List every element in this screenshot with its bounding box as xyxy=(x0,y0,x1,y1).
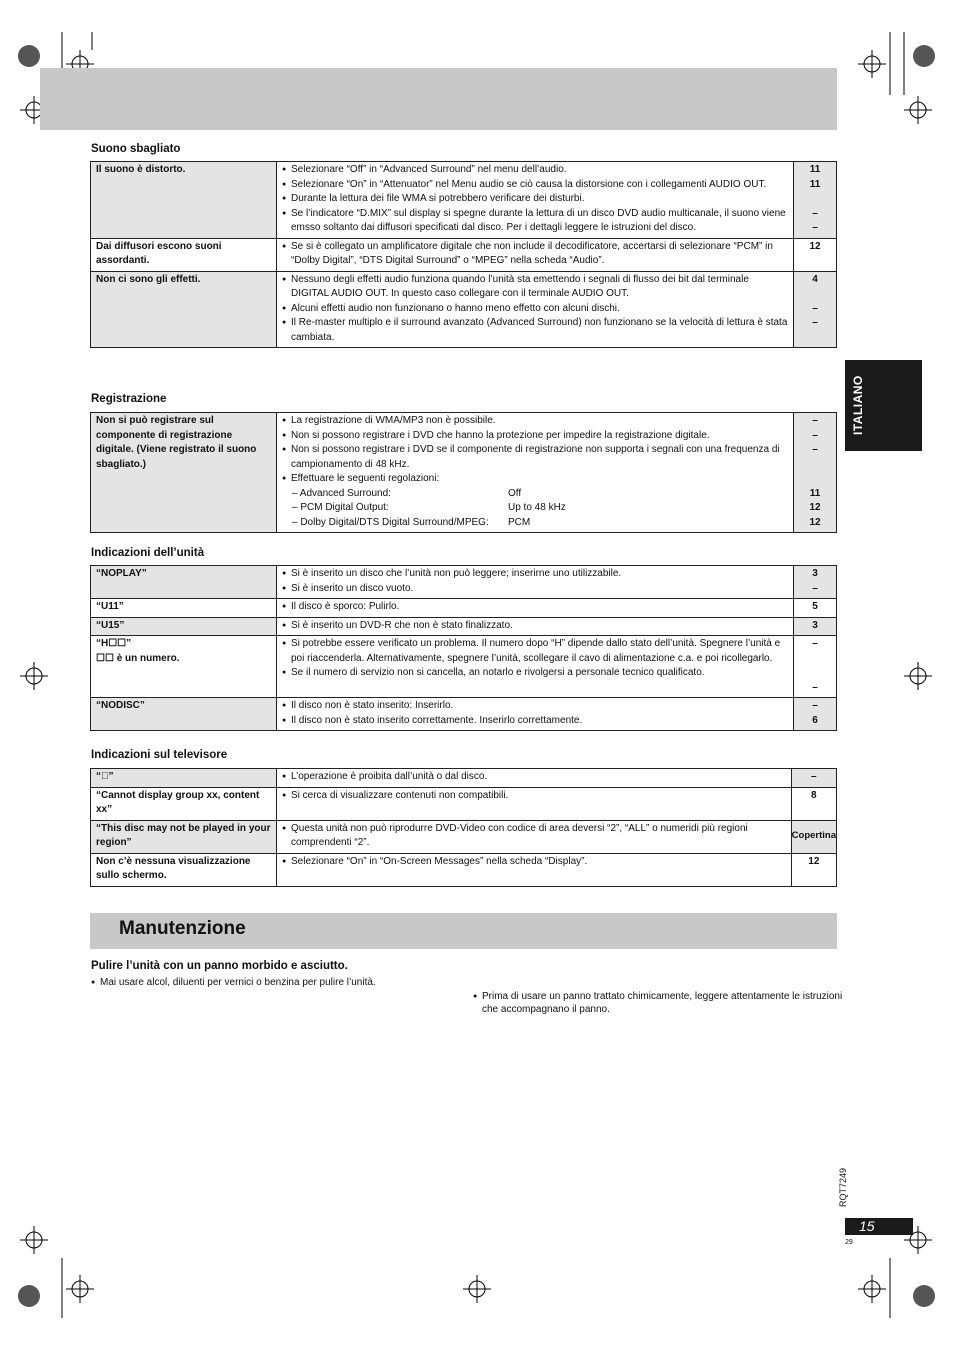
section-title-registrazione: Registrazione xyxy=(91,393,167,405)
list-item: ● Si è inserito un disco che l’unità non può leggere; inserirne uno utilizzabile. xyxy=(282,567,788,582)
row-label: Non ci sono gli effetti. xyxy=(91,271,277,348)
section-title-unita: Indicazioni dell’unità xyxy=(91,547,205,559)
list-item: ● Questa unità non può riprodurre DVD-Video con codice di area deversi “2”, “ALL” o numeridi più regioni comprendenti “2”. xyxy=(282,822,786,851)
page-ref: 3 xyxy=(812,568,818,579)
setting-name: – Advanced Surround: xyxy=(292,487,391,499)
row-label: Il suono è distorto. xyxy=(91,162,277,239)
section-title-suono: Suono sbagliato xyxy=(91,143,181,155)
row-label: “U15” xyxy=(91,617,277,636)
list-item: ● Il Re-master multiplo e il surround avanzato (Advanced Surround) non funzionano se la velocità di lettura è stata cambiata. xyxy=(282,316,788,345)
table-row xyxy=(91,271,837,348)
list-item: ● Non si possono registrare i DVD se il componente di registrazione non supporta i segnali con una frequenza di campionamento di 48 kHz. xyxy=(282,443,788,472)
page-ref: 4 xyxy=(812,273,818,285)
page-number: 15 xyxy=(859,1218,875,1234)
table-row xyxy=(91,162,837,239)
list-item: ● Nessuno degli effetti audio funziona quando l’unità sta emettendo i segnali di flusso dei bit dal terminale DIGITAL AUDIO OUT. In questo caso collegare con il terminale AUDIO OUT. xyxy=(282,273,788,302)
list-item: ● Se l’indicatore “D.MIX” sul display si spegne durante la lettura di un disco DVD audio multicanale, il suono viene emsso soltanto dai diffusori specificati dal disco. Per i dettagli leggere le istruzioni del disco. xyxy=(282,207,788,236)
list-item: ● Si è inserito un disco vuoto. xyxy=(282,582,788,597)
table-row xyxy=(91,566,837,599)
page-ref: – xyxy=(812,700,818,711)
page-ref: 12 xyxy=(808,855,820,867)
table-row xyxy=(91,238,837,271)
table-suono xyxy=(90,161,837,348)
page-ref: – xyxy=(812,317,818,328)
setting-name: – PCM Digital Output: xyxy=(292,502,389,513)
list-item: ● Se il numero di servizio non si cancella, an notarlo e rivolgersi a personale tecnico qualificato. xyxy=(282,666,788,681)
table-row xyxy=(91,820,837,853)
list-item: ● Se si è collegato un amplificatore digitale che non include il decodificatore, accertarsi di selezionare “PCM” in “Dolby Digital”, “DTS Digital Surround” o “MPEG” nella scheda “Audio”. xyxy=(282,240,788,269)
maintenance-subtitle: Pulire l’unità con un panno morbido e asciutto. xyxy=(91,960,348,972)
list-item: ● Si è inserito un DVD-R che non è stato finalizzato. xyxy=(282,619,788,634)
table-row xyxy=(91,617,837,636)
page-ref: – xyxy=(812,222,818,233)
list-item: ● La registrazione di WMA/MP3 non è possibile. xyxy=(282,414,788,429)
setting-row xyxy=(282,516,788,531)
table-row xyxy=(91,787,837,820)
row-label: “NODISC” xyxy=(91,698,277,731)
setting-name: – Dolby Digital/DTS Digital Surround/MPEG: xyxy=(292,516,489,528)
table-row xyxy=(91,698,837,731)
row-label: “⃠” xyxy=(91,769,277,788)
page-ref: 5 xyxy=(812,601,818,612)
table-registrazione xyxy=(90,412,837,533)
row-label: “This disc may not be played in your region” xyxy=(91,820,277,853)
table-televisore xyxy=(90,768,837,887)
page-ref: 11 xyxy=(809,178,821,190)
list-item: ● Selezionare “Off” in “Advanced Surround” nel menu dell’audio. xyxy=(282,163,788,178)
page-ref: – xyxy=(811,771,817,782)
setting-value: Off xyxy=(508,487,522,499)
maintenance-note-left: ● Mai usare alcol, diluenti per vernici o benzina per pulire l’unità. xyxy=(91,976,460,990)
page-ref: Copertina xyxy=(791,829,836,841)
list-item: ● Effettuare le seguenti regolazioni: xyxy=(282,472,788,487)
language-label: ITALIANO xyxy=(851,375,865,436)
setting-row xyxy=(282,501,788,516)
doc-code: RQT7249 xyxy=(838,1168,848,1208)
table-row xyxy=(91,636,837,698)
page-ref: – xyxy=(812,638,818,649)
list-item: ● Selezionare “On” in “On-Screen Messages” nella scheda “Display”. xyxy=(282,855,786,870)
row-label-note: ☐☐ è un numero. xyxy=(96,652,180,664)
maintenance-header xyxy=(90,913,837,949)
list-item: ● Alcuni effetti audio non funzionano o hanno meno effetto con alcuni dischi. xyxy=(282,302,788,317)
page-ref: 8 xyxy=(811,789,817,801)
page-ref: – xyxy=(812,302,818,314)
page-ref: 12 xyxy=(809,516,821,528)
page-ref: 12 xyxy=(809,502,821,513)
page-ref: 3 xyxy=(812,619,818,631)
row-label: “Cannot display group xx, content xx” xyxy=(91,787,277,820)
list-item: ● L’operazione è proibita dall’unità o dal disco. xyxy=(282,770,786,785)
maintenance-note-right: ● Prima di usare un panno trattato chimicamente, leggere attentamente le istruzioni che accompagnano il panno. xyxy=(473,990,844,1017)
small-number: 29 xyxy=(845,1239,853,1246)
maintenance-title: Manutenzione xyxy=(119,918,246,939)
list-item: ● Il disco è sporco: Pulirlo. xyxy=(282,600,788,615)
page-ref: – xyxy=(812,429,818,441)
page-ref: 11 xyxy=(809,164,821,175)
row-label: Non si può registrare sul componente di registrazione digitale. (Viene registrato il suono sbagliato.) xyxy=(91,413,277,533)
table-row xyxy=(91,413,837,533)
table-row xyxy=(91,599,837,618)
page-ref: – xyxy=(812,415,818,426)
list-item: ● Durante la lettura dei file WMA si potrebbero verificare dei disturbi. xyxy=(282,192,788,207)
page-ref: 6 xyxy=(812,714,818,726)
setting-value: Up to 48 kHz xyxy=(508,502,566,513)
list-item: ● Si potrebbe essere verificato un problema. Il numero dopo “H” dipende dallo stato dell’unità. Spegnere l’unità e poi riaccenderla. Alternativamente, spegnere l’unità, scollegare il cavo di alimentazione c.a. e poi ricollegarlo. xyxy=(282,637,788,666)
table-row xyxy=(91,853,837,886)
row-label: “NOPLAY” xyxy=(91,566,277,599)
section-title-televisore: Indicazioni sul televisore xyxy=(91,749,228,761)
page-ref: – xyxy=(812,681,818,693)
page-number-box xyxy=(845,1218,913,1235)
row-label: “H☐☐” xyxy=(96,638,132,649)
table-unita xyxy=(90,565,837,731)
table-row xyxy=(91,769,837,788)
list-item: ● Il disco non è stato inserito correttamente. Inserirlo correttamente. xyxy=(282,714,788,729)
language-tab xyxy=(845,360,922,451)
list-item: ● Si cerca di visualizzare contenuti non compatibili. xyxy=(282,789,786,804)
page-ref: – xyxy=(812,444,818,455)
header-band xyxy=(40,68,837,130)
page-ref: 11 xyxy=(809,487,821,499)
page-ref: 12 xyxy=(809,240,821,252)
setting-row xyxy=(282,487,788,502)
row-label: Non c’è nessuna visualizzazione sullo schermo. xyxy=(91,853,277,886)
row-label: “U11” xyxy=(91,599,277,618)
list-item: ● Selezionare “On” in “Attenuator” nel Menu audio se ciò causa la distorsione con i collegamenti AUDIO OUT. xyxy=(282,178,788,193)
row-label: Dai diffusori escono suoni assordanti. xyxy=(91,238,277,271)
list-item: ● Non si possono registrare i DVD che hanno la protezione per impedire la registrazione digitale. xyxy=(282,429,788,444)
setting-value: PCM xyxy=(508,516,531,528)
list-item: ● Il disco non è stato inserito: Inserirlo. xyxy=(282,699,788,714)
page-ref: – xyxy=(812,207,818,219)
page-ref: – xyxy=(812,582,818,594)
